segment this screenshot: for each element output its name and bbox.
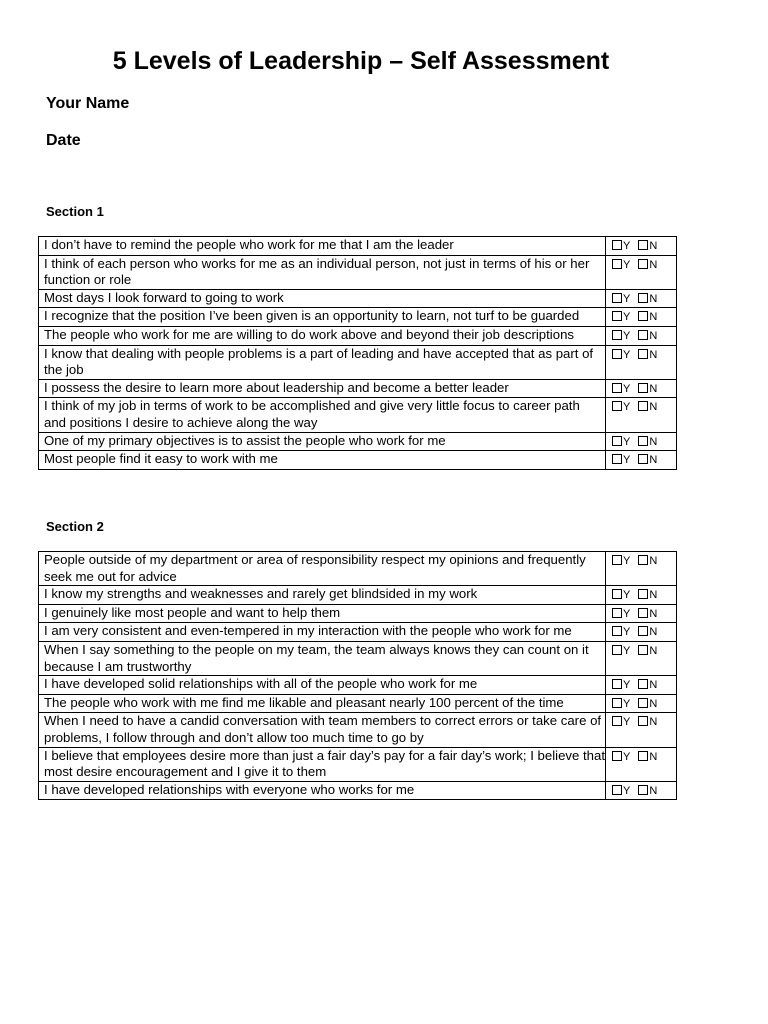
question-text: I know that dealing with people problems is a part of leading and have accepted that as part of the job bbox=[39, 345, 606, 379]
yes-option-label: Y bbox=[623, 401, 631, 414]
question-row bbox=[39, 604, 677, 623]
no-option-label: N bbox=[649, 750, 658, 763]
question-text: One of my primary objectives is to assist the people who work for me bbox=[39, 432, 606, 451]
yes-checkbox[interactable] bbox=[612, 555, 622, 565]
yes-option-label: Y bbox=[623, 311, 631, 324]
no-option-label: N bbox=[649, 784, 658, 797]
yes-no-cell bbox=[606, 781, 677, 800]
question-row bbox=[39, 432, 677, 451]
question-text: I don’t have to remind the people who work for me that I am the leader bbox=[39, 237, 606, 256]
question-text: I possess the desire to learn more about leadership and become a better leader bbox=[39, 379, 606, 398]
no-checkbox[interactable] bbox=[638, 311, 648, 321]
yes-no-cell bbox=[606, 432, 677, 451]
no-option-label: N bbox=[649, 401, 658, 414]
no-option-label: N bbox=[649, 292, 658, 305]
yes-no-cell bbox=[606, 747, 677, 781]
no-checkbox[interactable] bbox=[638, 751, 648, 761]
no-checkbox[interactable] bbox=[638, 401, 648, 411]
yes-no-cell bbox=[606, 676, 677, 695]
no-checkbox[interactable] bbox=[638, 679, 648, 689]
yes-checkbox[interactable] bbox=[612, 311, 622, 321]
no-option-label: N bbox=[649, 716, 658, 729]
yes-no-cell bbox=[606, 379, 677, 398]
section-2-table bbox=[38, 551, 677, 800]
section-2-rows bbox=[39, 552, 677, 800]
yes-option-label: Y bbox=[623, 697, 631, 710]
no-option-label: N bbox=[649, 626, 658, 639]
yes-option-label: Y bbox=[623, 292, 631, 305]
yes-checkbox[interactable] bbox=[612, 240, 622, 250]
section-2-heading: Section 2 bbox=[46, 519, 104, 534]
no-checkbox[interactable] bbox=[638, 293, 648, 303]
no-checkbox[interactable] bbox=[638, 454, 648, 464]
no-checkbox[interactable] bbox=[638, 349, 648, 359]
question-text: I am very consistent and even-tempered in my interaction with the people who work for me bbox=[39, 623, 606, 642]
question-text: When I need to have a candid conversation with team members to correct errors or take care of problems, I follow through and don’t allow too much time to go by bbox=[39, 713, 606, 747]
no-option-label: N bbox=[649, 454, 658, 467]
no-checkbox[interactable] bbox=[638, 555, 648, 565]
yes-option-label: Y bbox=[623, 435, 631, 448]
date-label: Date bbox=[46, 132, 81, 149]
yes-checkbox[interactable] bbox=[612, 436, 622, 446]
question-row bbox=[39, 451, 677, 470]
yes-checkbox[interactable] bbox=[612, 679, 622, 689]
your-name-label: Your Name bbox=[46, 95, 130, 112]
section-1-rows bbox=[39, 237, 677, 470]
yes-no-cell bbox=[606, 255, 677, 289]
yes-option-label: Y bbox=[623, 454, 631, 467]
question-text: I have developed solid relationships with all of the people who work for me bbox=[39, 676, 606, 695]
yes-no-cell bbox=[606, 289, 677, 308]
yes-checkbox[interactable] bbox=[612, 626, 622, 636]
yes-no-cell bbox=[606, 604, 677, 623]
no-checkbox[interactable] bbox=[638, 698, 648, 708]
no-checkbox[interactable] bbox=[638, 716, 648, 726]
yes-option-label: Y bbox=[623, 258, 631, 271]
section-1-table bbox=[38, 236, 677, 470]
question-text: The people who work for me are willing to do work above and beyond their job descriptions bbox=[39, 326, 606, 345]
yes-no-cell bbox=[606, 552, 677, 586]
question-text: The people who work with me find me likable and pleasant nearly 100 percent of the time bbox=[39, 694, 606, 713]
question-text: I believe that employees desire more than just a fair day’s pay for a fair day’s work; I believe that most desire encouragement and I give it to them bbox=[39, 747, 606, 781]
no-checkbox[interactable] bbox=[638, 240, 648, 250]
yes-option-label: Y bbox=[623, 382, 631, 395]
yes-option-label: Y bbox=[623, 679, 631, 692]
question-row bbox=[39, 676, 677, 695]
question-text: I think of each person who works for me as an individual person, not just in terms of his or her function or role bbox=[39, 255, 606, 289]
yes-option-label: Y bbox=[623, 348, 631, 361]
no-option-label: N bbox=[649, 589, 658, 602]
yes-checkbox[interactable] bbox=[612, 716, 622, 726]
yes-option-label: Y bbox=[623, 607, 631, 620]
yes-option-label: Y bbox=[623, 240, 631, 252]
yes-checkbox[interactable] bbox=[612, 401, 622, 411]
no-checkbox[interactable] bbox=[638, 259, 648, 269]
question-text: I think of my job in terms of work to be accomplished and give very little focus to career path and positions I desire to achieve along the way bbox=[39, 398, 606, 432]
question-row bbox=[39, 623, 677, 642]
yes-checkbox[interactable] bbox=[612, 454, 622, 464]
no-option-label: N bbox=[649, 348, 658, 361]
page-title: 5 Levels of Leadership – Self Assessment bbox=[112, 47, 610, 75]
question-row bbox=[39, 781, 677, 800]
no-checkbox[interactable] bbox=[638, 785, 648, 795]
yes-no-cell bbox=[606, 326, 677, 345]
yes-option-label: Y bbox=[623, 626, 631, 639]
question-row bbox=[39, 398, 677, 432]
yes-option-label: Y bbox=[623, 750, 631, 763]
yes-no-cell bbox=[606, 345, 677, 379]
no-option-label: N bbox=[649, 607, 658, 620]
yes-no-cell bbox=[606, 641, 677, 675]
yes-checkbox[interactable] bbox=[612, 259, 622, 269]
no-checkbox[interactable] bbox=[638, 436, 648, 446]
no-option-label: N bbox=[649, 240, 658, 252]
question-row bbox=[39, 237, 677, 256]
no-checkbox[interactable] bbox=[638, 330, 648, 340]
no-option-label: N bbox=[649, 258, 658, 271]
question-row bbox=[39, 345, 677, 379]
no-checkbox[interactable] bbox=[638, 608, 648, 618]
question-row bbox=[39, 586, 677, 605]
yes-checkbox[interactable] bbox=[612, 293, 622, 303]
no-option-label: N bbox=[649, 679, 658, 692]
no-option-label: N bbox=[649, 644, 658, 657]
yes-no-cell bbox=[606, 398, 677, 432]
question-text: When I say something to the people on my team, the team always knows they can count on it because I am trustworthy bbox=[39, 641, 606, 675]
question-text: I know my strengths and weaknesses and rarely get blindsided in my work bbox=[39, 586, 606, 605]
yes-option-label: Y bbox=[623, 644, 631, 657]
no-checkbox[interactable] bbox=[638, 589, 648, 599]
no-checkbox[interactable] bbox=[638, 645, 648, 655]
yes-no-cell bbox=[606, 623, 677, 642]
yes-checkbox[interactable] bbox=[612, 330, 622, 340]
question-row bbox=[39, 289, 677, 308]
yes-option-label: Y bbox=[623, 329, 631, 342]
question-row bbox=[39, 713, 677, 747]
question-row bbox=[39, 641, 677, 675]
yes-checkbox[interactable] bbox=[612, 645, 622, 655]
yes-checkbox[interactable] bbox=[612, 751, 622, 761]
no-option-label: N bbox=[649, 311, 658, 324]
yes-checkbox[interactable] bbox=[612, 785, 622, 795]
question-row bbox=[39, 379, 677, 398]
yes-no-cell bbox=[606, 237, 677, 256]
yes-checkbox[interactable] bbox=[612, 698, 622, 708]
yes-option-label: Y bbox=[623, 555, 631, 567]
no-option-label: N bbox=[649, 697, 658, 710]
yes-option-label: Y bbox=[623, 784, 631, 797]
no-option-label: N bbox=[649, 382, 658, 395]
section-1-heading: Section 1 bbox=[46, 204, 104, 219]
question-text: I recognize that the position I’ve been given is an opportunity to learn, not turf to be guarded bbox=[39, 308, 606, 327]
yes-no-cell bbox=[606, 586, 677, 605]
yes-no-cell bbox=[606, 451, 677, 470]
yes-checkbox[interactable] bbox=[612, 383, 622, 393]
yes-checkbox[interactable] bbox=[612, 589, 622, 599]
yes-option-label: Y bbox=[623, 716, 631, 729]
no-checkbox[interactable] bbox=[638, 383, 648, 393]
question-row bbox=[39, 747, 677, 781]
no-checkbox[interactable] bbox=[638, 626, 648, 636]
no-option-label: N bbox=[649, 435, 658, 448]
no-option-label: N bbox=[649, 329, 658, 342]
question-row bbox=[39, 255, 677, 289]
yes-no-cell bbox=[606, 308, 677, 327]
yes-checkbox[interactable] bbox=[612, 608, 622, 618]
question-row bbox=[39, 326, 677, 345]
yes-option-label: Y bbox=[623, 589, 631, 602]
question-row bbox=[39, 694, 677, 713]
no-option-label: N bbox=[649, 555, 658, 567]
question-text: I genuinely like most people and want to help them bbox=[39, 604, 606, 623]
yes-checkbox[interactable] bbox=[612, 349, 622, 359]
question-text: Most people find it easy to work with me bbox=[39, 451, 606, 470]
yes-no-cell bbox=[606, 694, 677, 713]
question-text: People outside of my department or area of responsibility respect my opinions and frequently seek me out for advice bbox=[39, 552, 606, 586]
question-text: Most days I look forward to going to work bbox=[39, 289, 606, 308]
question-row bbox=[39, 552, 677, 586]
question-row bbox=[39, 308, 677, 327]
question-text: I have developed relationships with everyone who works for me bbox=[39, 781, 606, 800]
yes-no-cell bbox=[606, 713, 677, 747]
